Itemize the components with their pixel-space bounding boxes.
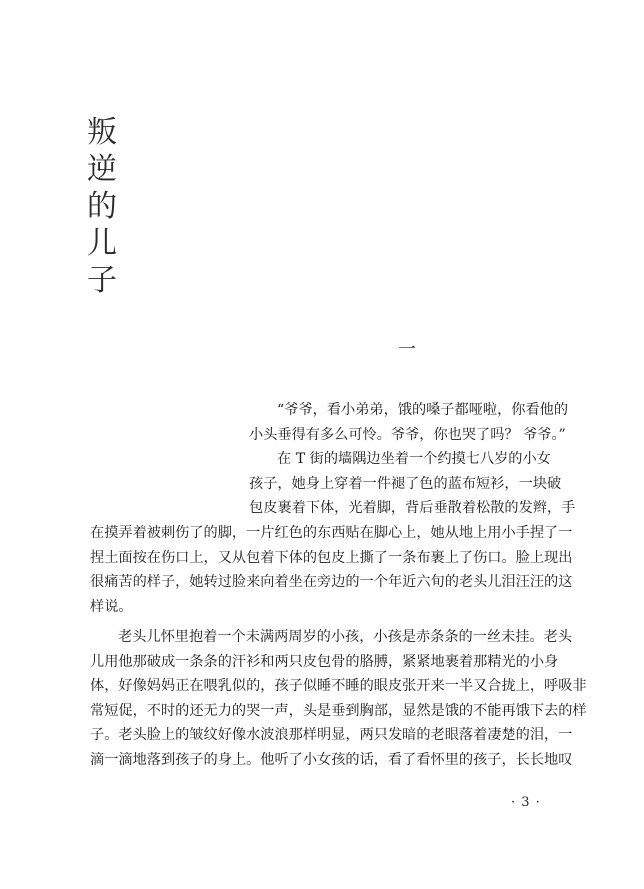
text-line: 很痛苦的样子，她转过脸来向着坐在旁边的一个年近六旬的老头儿泪汪汪的这 — [90, 574, 573, 591]
title-char: 儿 — [87, 226, 117, 261]
text-line: 样说。 — [90, 598, 133, 615]
text-line: 捏土面按在伤口上，又从包着下体的包皮上撕了一条布裹上了伤口。脸上现出 — [90, 549, 573, 566]
text-line: 老头儿怀里抱着一个未满两周岁的小孩，小孩是赤条条的一丝未挂。老头 — [118, 629, 573, 645]
text-line: “爷爷，看小弟弟，饿的嗓子都哑啦，你看他的 — [277, 402, 569, 418]
text-line: 孩子，她身上穿着一件褪了色的蓝布短衫，一块破 — [249, 475, 562, 492]
text-line: 滴一滴地落到孩子的身上。他听了小女孩的话，看了看怀里的孩子，长长地叹 — [90, 751, 573, 768]
paragraph-2-head — [249, 447, 576, 521]
text-line: 常短促，不时的还无力的哭一声，头是垂到胸部，显然是饿的不能再饿下去的样 — [90, 702, 587, 719]
page-number: · 3 · — [511, 795, 541, 810]
text-line: 包皮裹着下体，光着脚，背后垂散着松散的发辫，手 — [249, 500, 576, 517]
text-line: 在 T 街的墙隅边坐着一个约摸七八岁的小女 — [277, 451, 551, 467]
paragraph-1 — [249, 398, 569, 447]
chapter-title — [82, 114, 122, 299]
title-char: 叛 — [87, 115, 117, 150]
text-line: 在摸弄着被刺伤了的脚，一片红色的东西贴在脚心上，她从地上用小手捏了一 — [90, 525, 573, 541]
section-number: 一 — [398, 339, 416, 360]
title-char: 的 — [87, 189, 117, 224]
text-line: 体，好像妈妈正在喂乳似的，孩子似睡不睡的眼皮张开来一半又合拢上，呼吸非 — [90, 678, 587, 695]
text-line: 子。老头脸上的皱纹好像水波浪那样明显，两只发暗的老眼落着凄楚的泪，一 — [90, 727, 573, 744]
title-char: 子 — [87, 263, 117, 298]
text-line: 小头垂得有多么可怜。爷爷，你也哭了吗？ 爷爷。” — [249, 426, 566, 443]
title-char: 逆 — [87, 152, 117, 187]
paragraph-3 — [90, 625, 587, 773]
paragraph-2-body — [90, 521, 573, 619]
text-line: 儿用他那破成一条条的汗衫和两只皮包骨的胳膊，紧紧地裹着那精光的小身 — [90, 653, 559, 670]
